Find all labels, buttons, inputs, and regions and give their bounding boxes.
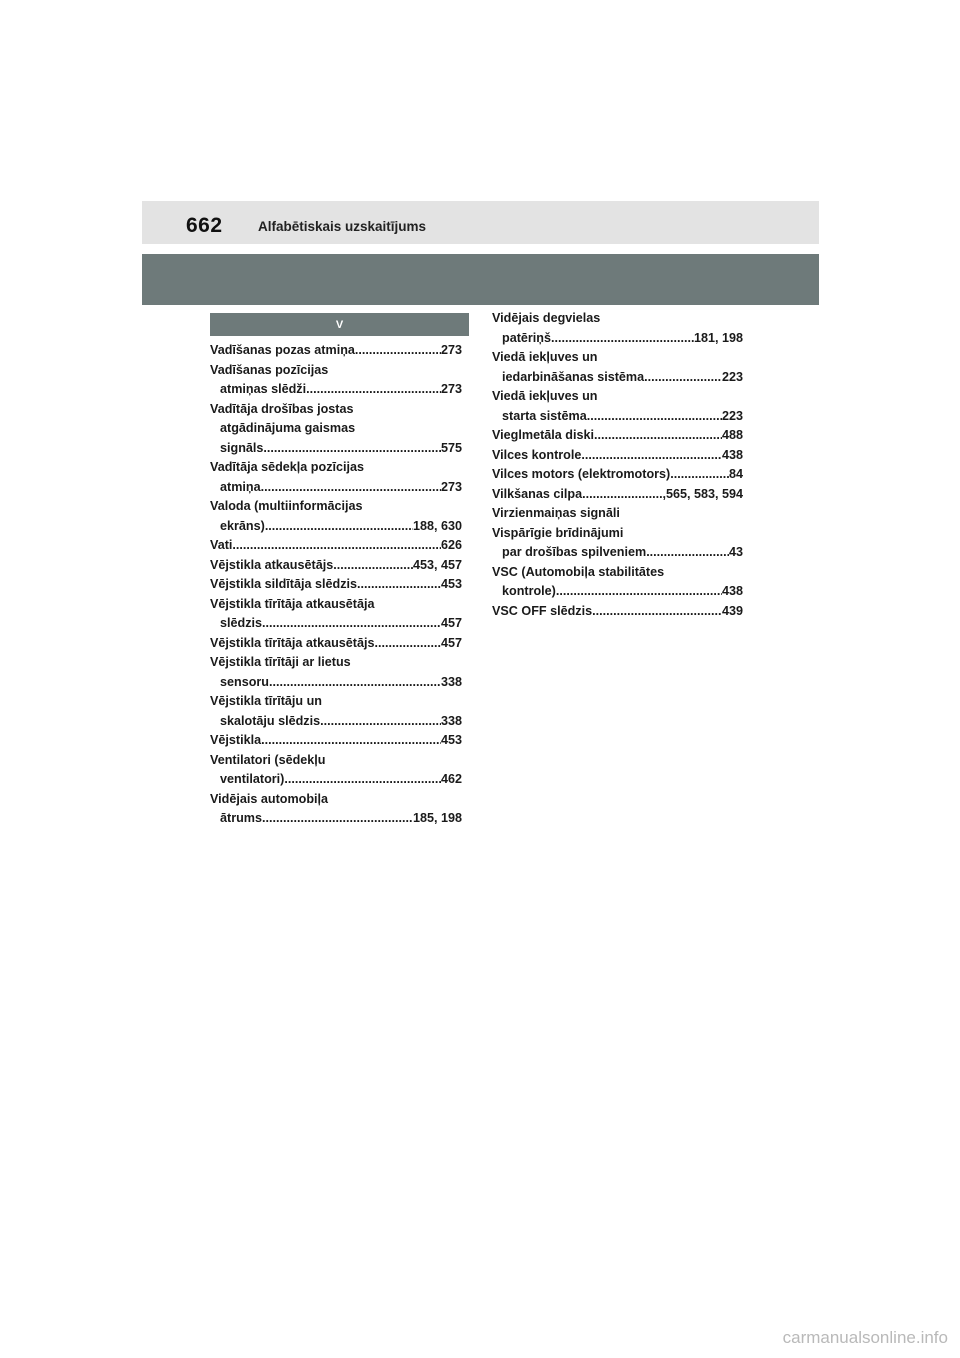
dot-leader: [269, 673, 441, 693]
entry-leader-line: [210, 341, 462, 361]
page-reference: 338: [440, 713, 462, 728]
entry-text: Vējstikla tīrītāji ar lietus: [210, 655, 351, 669]
index-entry: [492, 446, 743, 466]
index-entry: [492, 309, 743, 348]
entry-text: slēdzis: [220, 616, 262, 630]
entry-text: Vējstikla tīrītāju un: [210, 694, 322, 708]
entry-text: patēriņš: [502, 330, 551, 345]
page-reference: 273: [440, 343, 462, 357]
entry-leader-line: [210, 731, 462, 751]
index-entry: [210, 790, 462, 829]
entry-text: VSC OFF slēdzis: [492, 603, 593, 618]
entry-text: Virzienmaiņas signāli: [492, 506, 620, 520]
page-reference: 453, 457: [412, 557, 462, 572]
entry-leader-line: [210, 536, 462, 556]
entry-text: Viedā iekļuves un: [492, 389, 598, 403]
page-reference: 185, 198: [412, 811, 462, 825]
page-reference: 462: [440, 772, 462, 786]
entry-text: signāls: [220, 440, 264, 455]
dot-leader: [265, 517, 413, 537]
index-entry: [210, 595, 462, 634]
index-entry: [492, 504, 743, 524]
index-entry: [492, 563, 743, 602]
index-entry: [210, 400, 462, 459]
page-reference: 453: [440, 733, 462, 747]
dot-leader: [357, 575, 441, 595]
entry-leader-line: [492, 465, 743, 485]
entry-leader-line: [492, 426, 743, 446]
header-bar: [142, 201, 819, 244]
entry-text: Vējstikla tīrītāja atkausētājs: [210, 635, 375, 650]
entry-text: Vējstikla sildītāja slēdzis: [210, 577, 357, 591]
page-reference: 457: [440, 635, 462, 650]
entry-text: Vilkšanas cilpa: [492, 486, 583, 501]
entry-text: Vējstikla: [210, 733, 262, 747]
entry-leader-line: [210, 556, 462, 576]
dot-leader: [232, 536, 441, 556]
page-reference: 43: [728, 545, 743, 559]
entry-leader-line: [492, 329, 743, 349]
entry-text: par drošības spilveniem: [502, 545, 647, 559]
entry-leader-line: [210, 770, 462, 790]
entry-leader-line: [210, 478, 462, 498]
entry-text: Vējstikla atkausētājs: [210, 557, 334, 572]
dot-leader: [587, 407, 722, 427]
entry-text: Vidējais automobiļa: [210, 791, 329, 806]
entry-text: atgādinājuma gaismas: [220, 421, 356, 435]
entry-leader-line: [492, 368, 743, 388]
index-entry: [210, 634, 462, 654]
index-entry: [210, 497, 462, 536]
index-entry: [210, 575, 462, 595]
page-reference: ,565, 583, 594: [662, 486, 743, 501]
index-entry: [210, 731, 462, 751]
page-number: 662: [186, 214, 223, 237]
page-reference: 181, 198: [693, 330, 743, 345]
entry-text: Vilces kontrole: [492, 447, 582, 462]
entry-leader-line: [210, 614, 462, 634]
index-entry: [210, 536, 462, 556]
entry-leader-line: [492, 543, 743, 563]
entry-text: Vati: [210, 538, 233, 552]
dot-leader: [644, 368, 722, 388]
entry-text: Vieglmetāla diski: [492, 428, 594, 442]
dot-leader: [284, 770, 441, 790]
index-entry: [210, 458, 462, 497]
dot-leader: [670, 465, 729, 485]
entry-leader-line: [492, 485, 743, 505]
section-title: Alfabētiskais uzskaitījums: [258, 219, 427, 234]
entry-text: Valoda (multiinformācijas: [210, 499, 363, 513]
dot-leader: [262, 809, 413, 829]
index-entry: [210, 692, 462, 731]
entry-text: Vilces motors (elektromotors): [492, 467, 671, 481]
entry-text: Vispārīgie brīdinājumi: [492, 525, 624, 540]
entry-text: ātrums: [220, 811, 262, 825]
entry-leader-line: [492, 407, 743, 427]
page-reference: 84: [728, 467, 743, 481]
entry-text: Vadītāja sēdekļa pozīcijas: [210, 460, 365, 474]
index-column-right: [492, 309, 743, 621]
page-reference: 488: [721, 428, 743, 442]
index-entry: [210, 751, 462, 790]
index-entry: [210, 653, 462, 692]
index-entry: [492, 426, 743, 446]
entry-text: starta sistēma: [502, 408, 587, 423]
dot-leader: [582, 485, 662, 505]
index-entry: [492, 485, 743, 505]
page-reference: 457: [440, 616, 462, 630]
section-letter: [210, 313, 469, 336]
dot-leader: [263, 439, 441, 459]
page-reference: 453: [440, 577, 462, 591]
watermark: carmanualsonline.info: [782, 1328, 948, 1347]
dot-leader: [556, 582, 722, 602]
dot-leader: [261, 478, 441, 498]
page-reference: 223: [721, 408, 743, 423]
entry-leader-line: [210, 517, 462, 537]
dot-leader: [581, 446, 722, 466]
page-reference: 188, 630: [412, 518, 462, 533]
entry-text: Vadīšanas pozas atmiņa: [210, 343, 355, 357]
dot-leader: [551, 329, 694, 349]
entry-leader-line: [210, 634, 462, 654]
entry-leader-line: [210, 575, 462, 595]
entry-text: VSC (Automobiļa stabilitātes: [492, 564, 665, 579]
index-entry: [210, 556, 462, 576]
index-entry: [210, 341, 462, 361]
entry-text: Vidējais degvielas: [492, 311, 601, 325]
dot-leader: [375, 634, 441, 654]
index-column-left: [210, 341, 462, 829]
entry-text: Viedā iekļuves un: [492, 350, 598, 364]
page-reference: 223: [721, 369, 743, 384]
entry-leader-line: [210, 712, 462, 732]
dot-leader: [320, 712, 441, 732]
entry-leader-line: [210, 380, 462, 400]
entry-leader-line: [492, 446, 743, 466]
entry-leader-line: [210, 439, 462, 459]
page-reference: 439: [721, 603, 743, 618]
dot-leader: [646, 543, 729, 563]
entry-text: iedarbināšanas sistēma: [502, 369, 645, 384]
entry-text: skalotāju slēdzis: [220, 713, 321, 728]
dot-leader: [262, 614, 441, 634]
entry-text: atmiņas slēdži: [220, 382, 307, 396]
entry-leader-line: [210, 809, 462, 829]
header-band: [142, 254, 819, 305]
page-reference: 338: [440, 674, 462, 689]
entry-text: Vadītāja drošības jostas: [210, 401, 354, 416]
entry-leader-line: [492, 582, 743, 602]
page-reference: 438: [721, 584, 743, 598]
entry-text: atmiņa: [220, 479, 261, 494]
index-entry: [492, 602, 743, 622]
index-entry: [210, 361, 462, 400]
entry-text: Vējstikla tīrītāja atkausētāja: [210, 596, 375, 611]
section-letter-text: V: [335, 318, 344, 331]
page-reference: 273: [440, 479, 462, 494]
dot-leader: [306, 380, 441, 400]
entry-leader-line: [210, 673, 462, 693]
page-reference: 438: [721, 447, 743, 462]
page-reference: 273: [440, 382, 462, 396]
dot-leader: [355, 341, 441, 361]
index-entry: [492, 465, 743, 485]
entry-text: Vadīšanas pozīcijas: [210, 362, 329, 377]
page-reference: 626: [440, 538, 462, 552]
entry-text: ekrāns): [220, 518, 265, 533]
index-entry: [492, 348, 743, 387]
dot-leader: [594, 426, 722, 446]
dot-leader: [592, 602, 722, 622]
entry-text: Ventilatori (sēdekļu: [210, 752, 326, 767]
entry-leader-line: [492, 602, 743, 622]
dot-leader: [333, 556, 413, 576]
entry-text: ventilatori): [220, 772, 285, 786]
dot-leader: [261, 731, 441, 751]
entry-text: kontrole): [502, 584, 556, 598]
page-reference: 575: [440, 440, 462, 455]
index-entry: [492, 524, 743, 563]
index-entry: [492, 387, 743, 426]
entry-text: sensoru: [220, 674, 269, 689]
